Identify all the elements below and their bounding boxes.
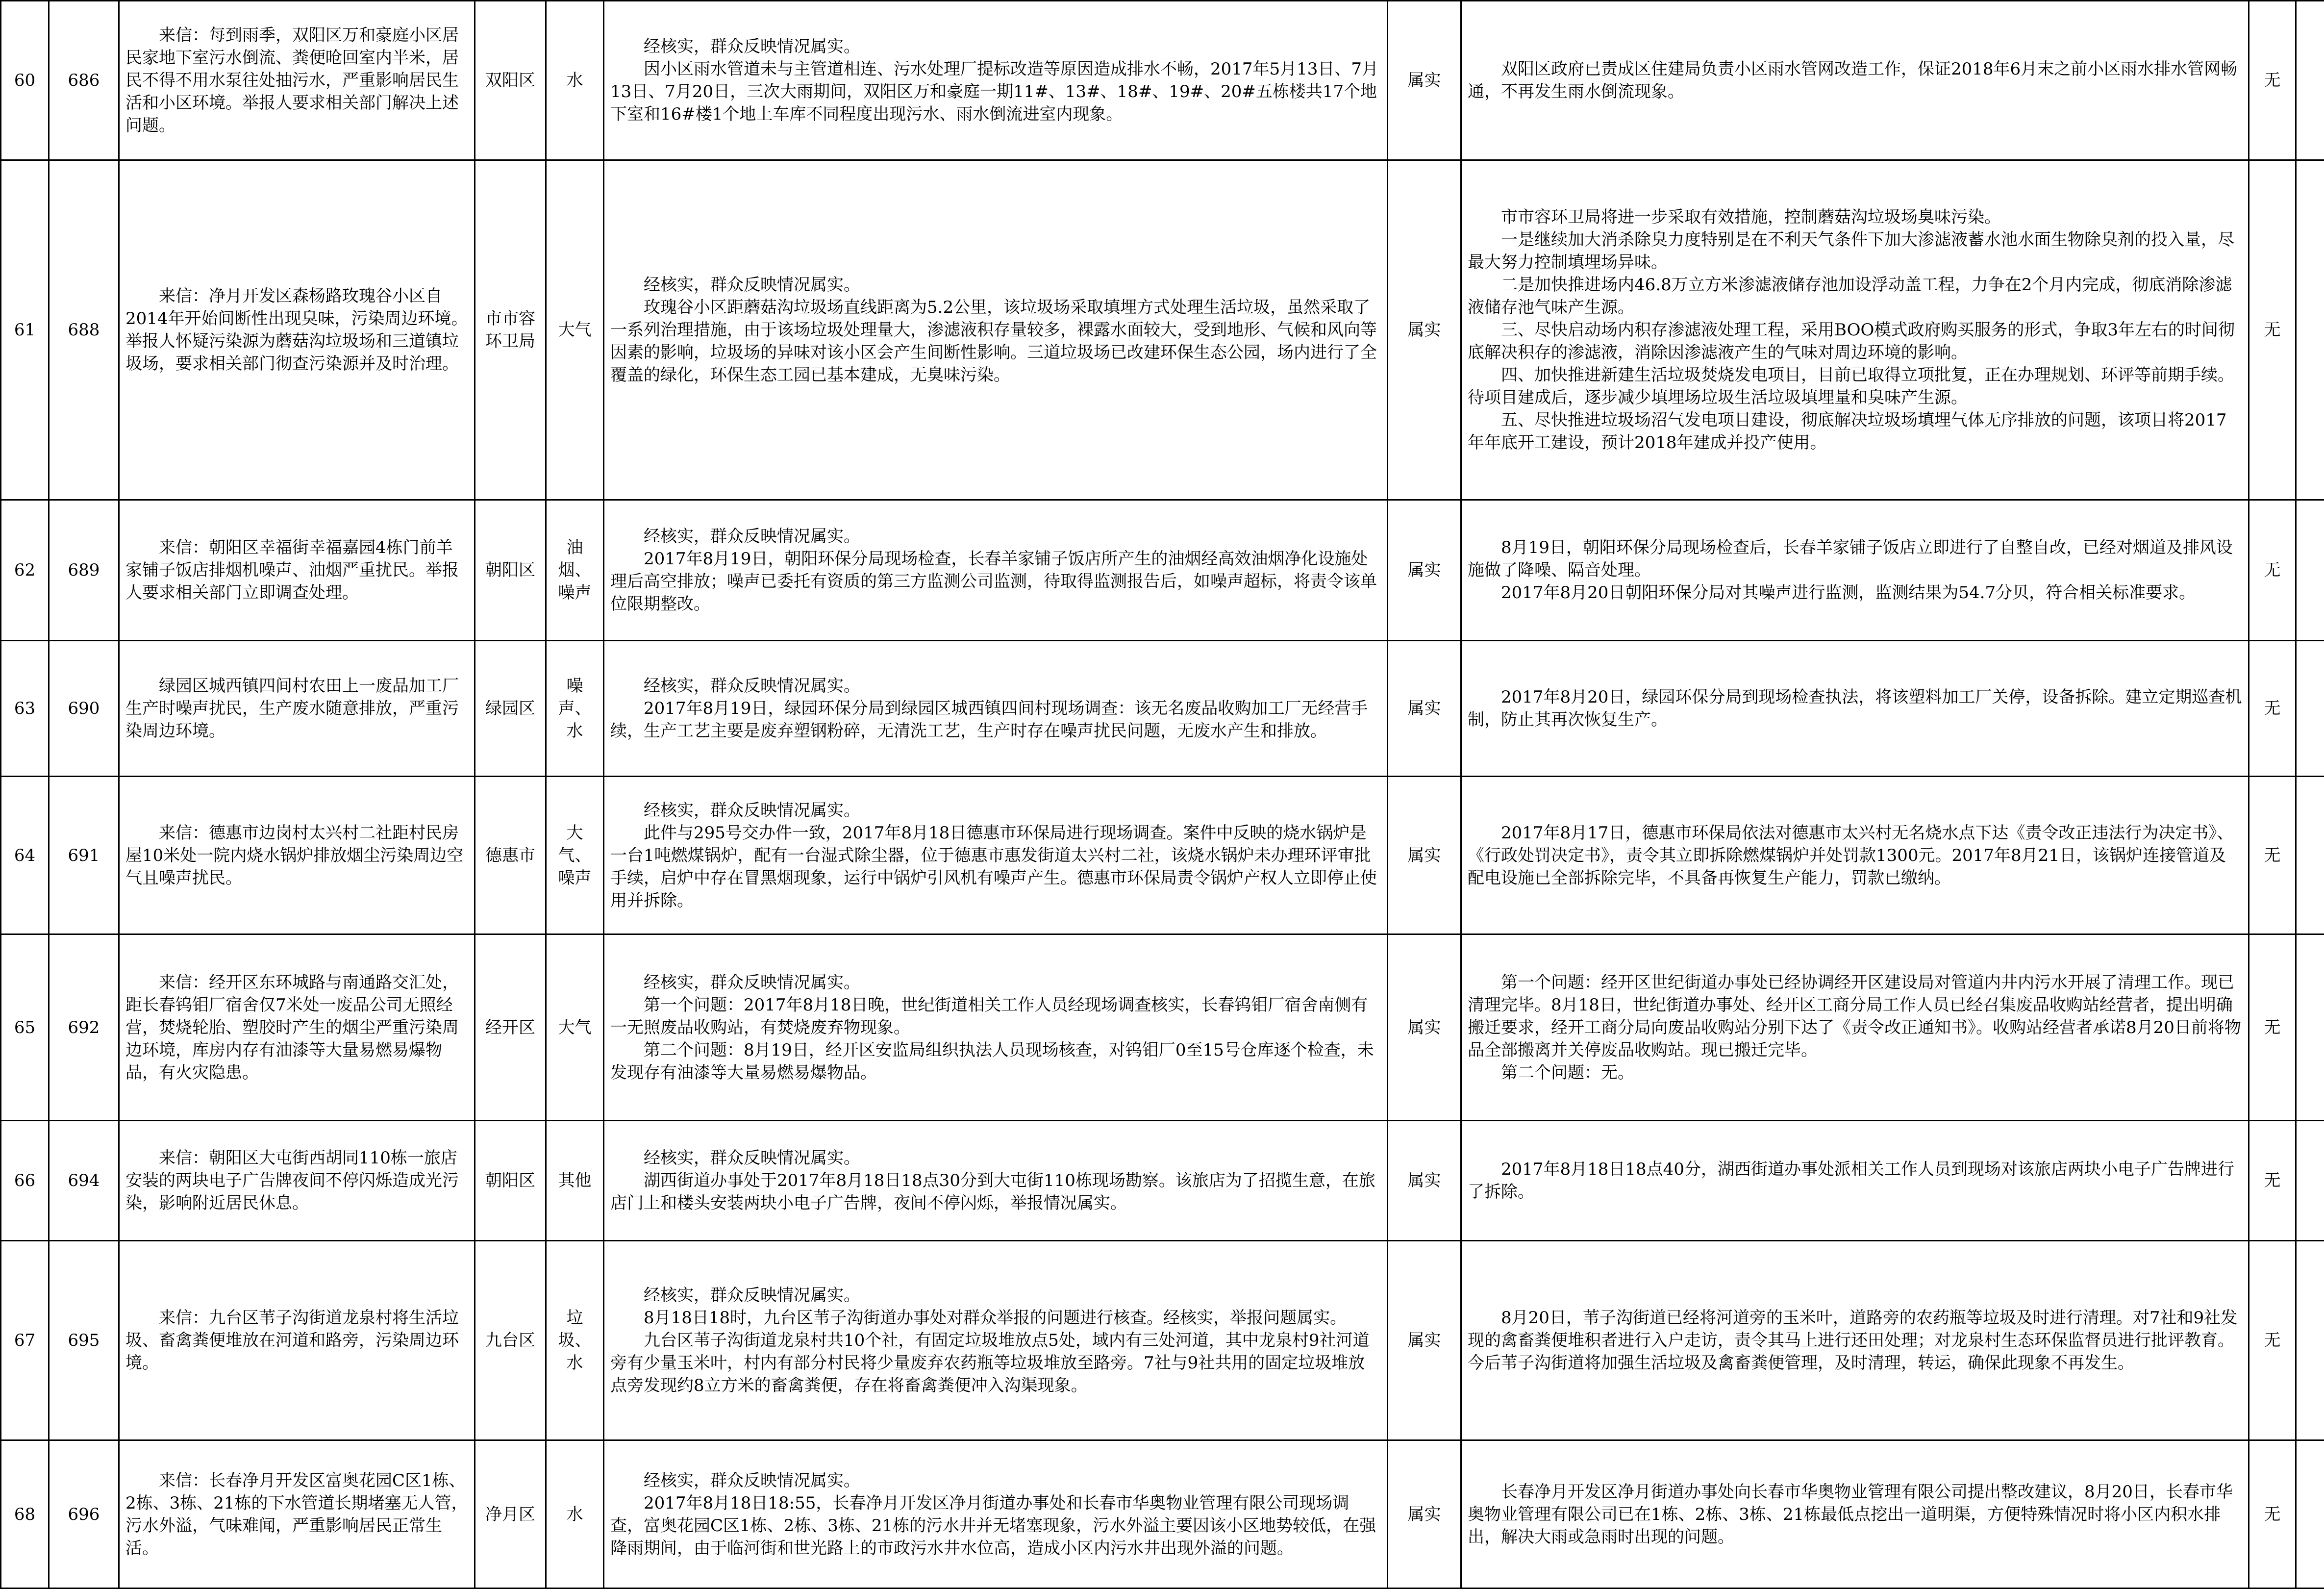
findings-cell-paragraph: 经核实，群众反映情况属实。 (610, 675, 1381, 697)
table-row (1, 934, 2324, 1121)
complaint-cell-paragraph: 来信：德惠市边岗村太兴村二社距村民房屋10米处一院内烧水锅炉排放烟尘污染周边空气且噪声扰民。 (125, 822, 468, 889)
findings-cell-paragraph: 经核实，群众反映情况属实。 (610, 274, 1381, 296)
result-cell-paragraph: 三、尽快启动场内积存渗滤液处理工程，采用BOO模式政府购买服务的形式，争取3年左右的时间彻底解决积存的渗滤液，消除因渗滤液产生的气味对周边环境的影响。 (1468, 319, 2242, 364)
seq-cell: 67 (1, 1241, 49, 1440)
district-cell: 净月区 (475, 1440, 546, 1589)
accountability-cell: 无 (2249, 160, 2296, 500)
findings-cell-paragraph: 第一个问题：2017年8月18日晚，世纪街道相关工作人员经现场调查核实，长春钨钼厂宿舍南侧有一无照废品收购站，有焚烧废弃物现象。 (610, 994, 1381, 1039)
district-cell: 市市容环卫局 (475, 160, 546, 500)
accountability-cell: 无 (2249, 641, 2296, 777)
pollution-type-cell: 噪声、水 (546, 641, 604, 777)
district-cell: 九台区 (475, 1241, 546, 1440)
findings-cell-paragraph: 此件与295号交办件一致，2017年8月18日德惠市环保局进行现场调查。案件中反映的烧水锅炉是一台1吨燃煤锅炉，配有一台湿式除尘器，位于德惠市惠发街道太兴村二社，该烧水锅炉未办理环评审批手续，启炉中存在冒黑烟现象，运行中锅炉引风机有噪声产生。德惠市环保局责令锅炉产权人立即停止使用并拆除。 (610, 822, 1381, 912)
findings-cell-paragraph: 湖西街道办事处于2017年8月18日18点30分到大屯街110栋现场勘察。该旅店为了招揽生意，在旅店门上和楼头安装两块小电子广告牌，夜间不停闪烁，举报情况属实。 (610, 1169, 1381, 1214)
result-cell (1461, 934, 2249, 1121)
complaint-cell (119, 160, 475, 500)
result-cell-paragraph: 2017年8月17日，德惠市环保局依法对德惠市太兴村无名烧水点下达《责令改正违法行为决定书》、《行政处罚决定书》，责令其立即拆除燃煤锅炉并处罚款1300元。2017年8月21日，该锅炉连接管道及配电设施已全部拆除完毕，不具备再恢复生产能力，罚款已缴纳。 (1468, 822, 2242, 889)
result-cell-paragraph: 2017年8月20日朝阳环保分局对其噪声进行监测，监测结果为54.7分贝，符合相关标准要求。 (1468, 581, 2242, 604)
pollution-type-cell: 其他 (546, 1121, 604, 1241)
accountability-cell: 无 (2249, 777, 2296, 934)
findings-cell-paragraph: 经核实，群众反映情况属实。 (610, 1284, 1381, 1307)
district-cell: 朝阳区 (475, 500, 546, 641)
verdict-cell: 属实 (1388, 500, 1461, 641)
complaint-cell-paragraph: 来信：经开区东环城路与南通路交汇处，距长春钨钼厂宿舍仅7米处一废品公司无照经营，焚烧轮胎、塑胶时产生的烟尘严重污染周边环境，库房内存有油漆等大量易燃易爆物品，有火灾隐患。 (125, 971, 468, 1084)
result-cell-paragraph: 二是加快推进场内46.8万立方米渗滤液储存池加设浮动盖工程，力争在2个月内完成，彻底消除渗滤液储存池气味产生源。 (1468, 274, 2242, 319)
findings-cell-paragraph: 经核实，群众反映情况属实。 (610, 799, 1381, 822)
findings-cell (604, 1, 1388, 160)
complaint-cell-paragraph: 来信：朝阳区大屯街西胡同110栋一旅店安装的两块电子广告牌夜间不停闪烁造成光污染，影响附近居民休息。 (125, 1147, 468, 1214)
result-cell-paragraph: 四、加快推进新建生活垃圾焚烧发电项目，目前已取得立项批复，正在办理规划、环评等前期手续。待项目建成后，逐步减少填埋场垃圾生活垃圾填埋量和臭味产生源。 (1468, 364, 2242, 409)
seq-cell: 66 (1, 1121, 49, 1241)
seq-cell: 68 (1, 1440, 49, 1589)
result-cell-paragraph: 8月20日，苇子沟街道已经将河道旁的玉米叶，道路旁的农药瓶等垃圾及时进行清理。对7社和9社发现的禽畜粪便堆积者进行入户走访，责令其马上进行还田处理；对龙泉村生态环保监督员进行批评教育。今后苇子沟街道将加强生活垃圾及禽畜粪便管理，及时清理，转运，确保此现象不再发生。 (1468, 1307, 2242, 1374)
verdict-cell: 属实 (1388, 641, 1461, 777)
table-row (1, 160, 2324, 500)
verdict-cell: 属实 (1388, 1, 1461, 160)
findings-cell-paragraph: 2017年8月19日，绿园环保分局到绿园区城西镇四间村现场调查：该无名废品收购加工厂无经营手续，生产工艺主要是废弃塑钢粉碎，无清洗工艺，生产时存在噪声扰民问题，无废水产生和排放。 (610, 697, 1381, 742)
case-number-cell: 695 (49, 1241, 119, 1440)
result-cell-paragraph: 第一个问题：经开区世纪街道办事处已经协调经开区建设局对管道内井内污水开展了清理工作。现已清理完毕。8月18日，世纪街道办事处、经开区工商分局工作人员已经召集废品收购站经营者，提出明确搬迁要求，经开工商分局向废品收购站分别下达了《责令改正通知书》。收购站经营者承诺8月20日前将物品全部搬离并关停废品收购站。现已搬迁完毕。 (1468, 971, 2242, 1061)
result-cell-paragraph: 一是继续加大消杀除臭力度特别是在不利天气条件下加大渗滤液蓄水池水面生物除臭剂的投入量，尽最大努力控制填埋场异味。 (1468, 228, 2242, 274)
pollution-type-cell: 水 (546, 1440, 604, 1589)
blank-cell (2296, 777, 2324, 934)
pollution-type-cell: 大气、噪声 (546, 777, 604, 934)
table-body (1, 1, 2324, 1589)
complaint-cell (119, 1121, 475, 1241)
findings-cell (604, 160, 1388, 500)
complaint-cell-paragraph: 绿园区城西镇四间村农田上一废品加工厂生产时噪声扰民，生产废水随意排放，严重污染周边环境。 (125, 675, 468, 742)
findings-cell (604, 1121, 1388, 1241)
result-cell-paragraph: 2017年8月20日，绿园环保分局到现场检查执法，将该塑料加工厂关停，设备拆除。建立定期巡查机制，防止其再次恢复生产。 (1468, 686, 2242, 731)
accountability-cell: 无 (2249, 1440, 2296, 1589)
table-row (1, 641, 2324, 777)
complaint-cell (119, 1, 475, 160)
result-cell (1461, 160, 2249, 500)
blank-cell (2296, 1121, 2324, 1241)
case-number-cell: 690 (49, 641, 119, 777)
complaint-cell (119, 500, 475, 641)
findings-cell-paragraph: 经核实，群众反映情况属实。 (610, 35, 1381, 58)
findings-cell (604, 1440, 1388, 1589)
result-cell-paragraph: 五、尽快推进垃圾场沼气发电项目建设，彻底解决垃圾场填埋气体无序排放的问题，该项目将2017年年底开工建设，预计2018年建成并投产使用。 (1468, 409, 2242, 454)
seq-cell: 64 (1, 777, 49, 934)
result-cell-paragraph: 8月19日，朝阳环保分局现场检查后，长春羊家铺子饭店立即进行了自整自改，已经对烟道及排风设施做了降噪、隔音处理。 (1468, 536, 2242, 581)
seq-cell: 61 (1, 160, 49, 500)
accountability-cell: 无 (2249, 1, 2296, 160)
blank-cell (2296, 1440, 2324, 1589)
pollution-type-cell: 油烟、噪声 (546, 500, 604, 641)
pollution-type-cell: 大气 (546, 160, 604, 500)
verdict-cell: 属实 (1388, 1440, 1461, 1589)
verdict-cell: 属实 (1388, 934, 1461, 1121)
result-cell (1461, 1121, 2249, 1241)
blank-cell (2296, 934, 2324, 1121)
findings-cell-paragraph: 8月18日18时，九台区苇子沟街道办事处对群众举报的问题进行核查。经核实，举报问题属实。 (610, 1307, 1381, 1329)
findings-cell-paragraph: 经核实，群众反映情况属实。 (610, 525, 1381, 548)
blank-cell (2296, 160, 2324, 500)
findings-cell (604, 641, 1388, 777)
pollution-type-cell: 垃圾、水 (546, 1241, 604, 1440)
verdict-cell: 属实 (1388, 1121, 1461, 1241)
findings-cell (604, 500, 1388, 641)
result-cell (1461, 1, 2249, 160)
result-cell-paragraph: 第二个问题：无。 (1468, 1061, 2242, 1084)
table-row (1, 777, 2324, 934)
district-cell: 德惠市 (475, 777, 546, 934)
accountability-cell: 无 (2249, 934, 2296, 1121)
verdict-cell: 属实 (1388, 160, 1461, 500)
case-number-cell: 686 (49, 1, 119, 160)
accountability-cell: 无 (2249, 1121, 2296, 1241)
findings-cell-paragraph: 第二个问题：8月19日，经开区安监局组织执法人员现场核查，对钨钼厂0至15号仓库逐个检查，未发现存有油漆等大量易燃易爆物品。 (610, 1039, 1381, 1084)
pollution-type-cell: 水 (546, 1, 604, 160)
complaint-cell-paragraph: 来信：净月开发区森杨路玫瑰谷小区自2014年开始间断性出现臭味，污染周边环境。举报人怀疑污染源为蘑菇沟垃圾场和三道镇垃圾场，要求相关部门彻查污染源并及时治理。 (125, 285, 468, 375)
district-cell: 双阳区 (475, 1, 546, 160)
result-cell-paragraph: 长春净月开发区净月街道办事处向长春市华奥物业管理有限公司提出整改建议，8月20日，长春市华奥物业管理有限公司已在1栋、2栋、3栋、21栋最低点挖出一道明渠，方便特殊情况时将小区内积水排出，解决大雨或急雨时出现的问题。 (1468, 1481, 2242, 1548)
result-cell (1461, 1440, 2249, 1589)
findings-cell-paragraph: 玫瑰谷小区距蘑菇沟垃圾场直线距离为5.2公里，该垃圾场采取填埋方式处理生活垃圾，虽然采取了一系列治理措施，由于该场垃圾处理量大，渗滤液积存量较多，裸露水面较大，受到地形、气候和风向等因素的影响，垃圾场的异味对该小区会产生间断性影响。三道垃圾场已改建环保生态公园，场内进行了全覆盖的绿化，环保生态工园已基本建成，无臭味污染。 (610, 296, 1381, 386)
accountability-cell: 无 (2249, 1241, 2296, 1440)
blank-cell (2296, 641, 2324, 777)
complaint-cell-paragraph: 来信：长春净月开发区富奥花园C区1栋、2栋、3栋、21栋的下水管道长期堵塞无人管，污水外溢，气味难闻，严重影响居民正常生活。 (125, 1469, 468, 1560)
pollution-type-cell: 大气 (546, 934, 604, 1121)
blank-cell (2296, 500, 2324, 641)
result-cell (1461, 777, 2249, 934)
district-cell: 绿园区 (475, 641, 546, 777)
result-cell-paragraph: 双阳区政府已责成区住建局负责小区雨水管网改造工作，保证2018年6月末之前小区雨水排水管网畅通，不再发生雨水倒流现象。 (1468, 58, 2242, 103)
case-number-cell: 694 (49, 1121, 119, 1241)
accountability-cell: 无 (2249, 500, 2296, 641)
findings-cell-paragraph: 九台区苇子沟街道龙泉村共10个社，有固定垃圾堆放点5处，域内有三处河道，其中龙泉村9社河道旁有少量玉米叶，村内有部分村民将少量废弃农药瓶等垃圾堆放至路旁。7社与9社共用的固定垃圾堆放点旁发现约8立方米的畜禽粪便，存在将畜禽粪便冲入沟渠现象。 (610, 1329, 1381, 1397)
complaint-cell (119, 934, 475, 1121)
result-cell (1461, 641, 2249, 777)
complaint-cell (119, 641, 475, 777)
table-row (1, 1, 2324, 160)
case-number-cell: 689 (49, 500, 119, 641)
complaint-cell-paragraph: 来信：朝阳区幸福街幸福嘉园4栋门前羊家铺子饭店排烟机噪声、油烟严重扰民。举报人要求相关部门立即调查处理。 (125, 536, 468, 604)
table-row (1, 500, 2324, 641)
complaint-cell (119, 777, 475, 934)
complaint-cell (119, 1440, 475, 1589)
seq-cell: 62 (1, 500, 49, 641)
seq-cell: 63 (1, 641, 49, 777)
verdict-cell: 属实 (1388, 1241, 1461, 1440)
case-number-cell: 692 (49, 934, 119, 1121)
result-cell (1461, 1241, 2249, 1440)
table-row (1, 1440, 2324, 1589)
findings-cell (604, 934, 1388, 1121)
verdict-cell: 属实 (1388, 777, 1461, 934)
findings-cell-paragraph: 经核实，群众反映情况属实。 (610, 1469, 1381, 1492)
result-cell (1461, 500, 2249, 641)
findings-cell-paragraph: 经核实，群众反映情况属实。 (610, 1147, 1381, 1169)
case-number-cell: 696 (49, 1440, 119, 1589)
findings-cell-paragraph: 经核实，群众反映情况属实。 (610, 971, 1381, 994)
district-cell: 朝阳区 (475, 1121, 546, 1241)
district-cell: 经开区 (475, 934, 546, 1121)
blank-cell (2296, 1, 2324, 160)
findings-cell-paragraph: 2017年8月18日18:55，长春净月开发区净月街道办事处和长春市华奥物业管理有限公司现场调查，富奥花园C区1栋、2栋、3栋、21栋的污水井并无堵塞现象，污水外溢主要因该小区地势较低，在强降雨期间，由于临河街和世光路上的市政污水井水位高，造成小区内污水井出现外溢的问题。 (610, 1492, 1381, 1560)
complaint-cell-paragraph: 来信：九台区苇子沟街道龙泉村将生活垃圾、畜禽粪便堆放在河道和路旁，污染周边环境。 (125, 1307, 468, 1374)
blank-cell (2296, 1241, 2324, 1440)
seq-cell: 60 (1, 1, 49, 160)
complaint-cell (119, 1241, 475, 1440)
result-cell-paragraph: 市市容环卫局将进一步采取有效措施，控制蘑菇沟垃圾场臭味污染。 (1468, 206, 2242, 228)
table-row (1, 1241, 2324, 1440)
findings-cell-paragraph: 2017年8月19日，朝阳环保分局现场检查，长春羊家铺子饭店所产生的油烟经高效油烟净化设施处理后高空排放；噪声已委托有资质的第三方监测公司监测，待取得监测报告后，如噪声超标，将责令该单位限期整改。 (610, 548, 1381, 615)
findings-cell-paragraph: 因小区雨水管道未与主管道相连、污水处理厂提标改造等原因造成排水不畅，2017年5月13日、7月13日、7月20日，三次大雨期间，双阳区万和豪庭一期11#、13#、18#、19#、20#五栋楼共17个地下室和16#楼1个地上车库不同程度出现污水、雨水倒流进室内现象。 (610, 58, 1381, 126)
findings-cell (604, 1241, 1388, 1440)
table-row (1, 1121, 2324, 1241)
result-cell-paragraph: 2017年8月18日18点40分，湖西街道办事处派相关工作人员到现场对该旅店两块小电子广告牌进行了拆除。 (1468, 1158, 2242, 1203)
seq-cell: 65 (1, 934, 49, 1121)
case-number-cell: 691 (49, 777, 119, 934)
case-number-cell: 688 (49, 160, 119, 500)
findings-cell (604, 777, 1388, 934)
complaint-cell-paragraph: 来信：每到雨季，双阳区万和豪庭小区居民家地下室污水倒流、粪便呛回室内半米，居民不得不用水泵往处抽污水，严重影响居民生活和小区环境。举报人要求相关部门解决上述问题。 (125, 24, 468, 137)
